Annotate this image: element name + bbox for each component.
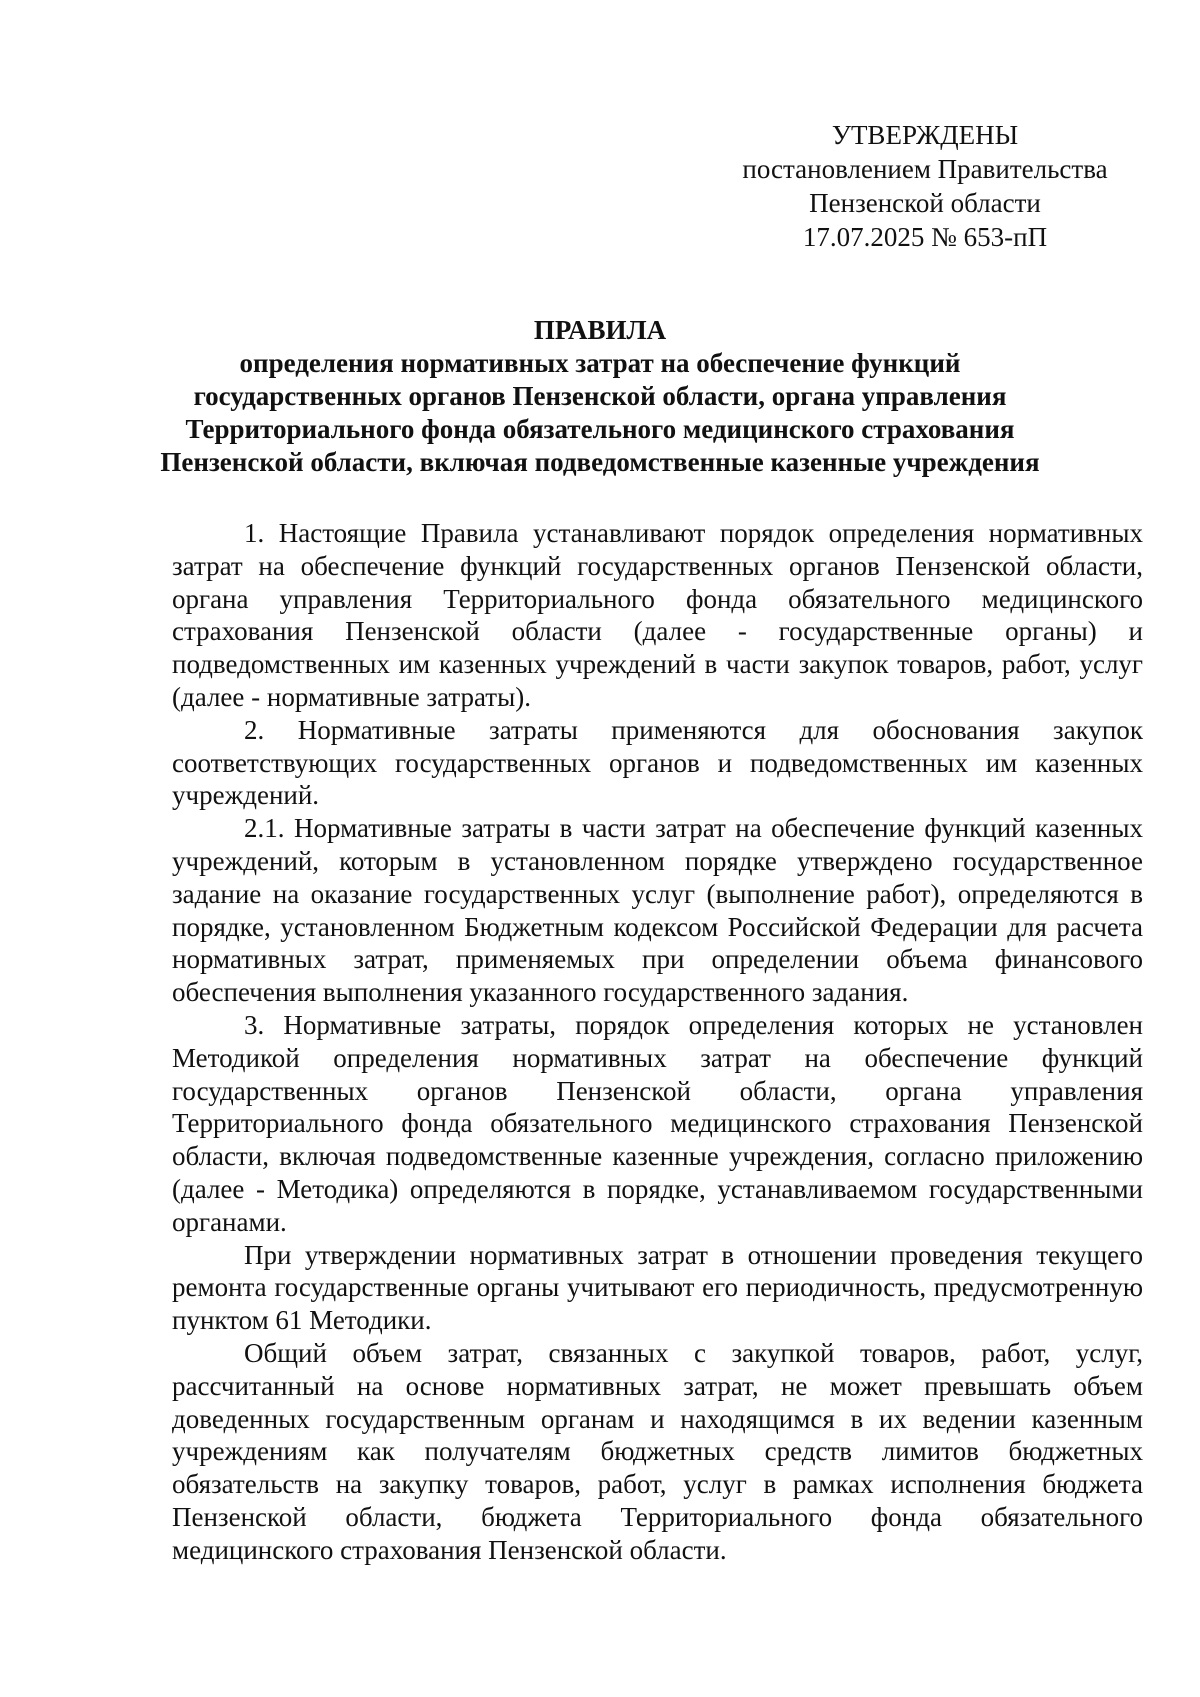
document-title: [150, 314, 1050, 479]
paragraph-3-repair: При утверждении нормативных затрат в отношении проведения текущего ремонта государственные органы учитывают его периодичность, предусмотренную пунктом 61 Методики.: [172, 1239, 1143, 1336]
paragraph-2-1: 2.1. Нормативные затраты в части затрат на обеспечение функций казенных учреждений, которым в установленном порядке утверждено государственное задание на оказание государственных услуг (выполнение работ), определяются в порядке, установленном Бюджетным кодексом Российской Федерации для расчета нормативных затрат, применяемых при определении объема финансового обеспечения выполнения указанного государственного задания.: [172, 813, 1143, 1008]
paragraph-3: 3. Нормативные затраты, порядок определения которых не установлен Методикой определения нормативных затрат на обеспечение функций государственных органов Пензенской области, органа управления Территориального фонда обязательного медицинского страхования Пензенской области, включая подведомственные казенные учреждения, согласно приложению (далее - Методика) определяются в порядке, устанавливаемом государственными органами.: [172, 1009, 1143, 1237]
paragraph-2: 2. Нормативные затраты применяются для обоснования закупок соответствующих государственных органов и подведомственных им казенных учреждений.: [172, 714, 1143, 811]
approval-authority: постановлением Правительства: [742, 154, 1108, 184]
approval-date-number: 17.07.2025 № 653-пП: [802, 222, 1048, 252]
approval-region: Пензенской области: [809, 188, 1041, 218]
title-line: определения нормативных затрат на обеспечение функций: [239, 348, 961, 378]
title-line: государственных органов Пензенской области, органа управления: [193, 381, 1007, 411]
title-line: Территориального фонда обязательного медицинского страхования: [185, 414, 1015, 444]
approval-status: УТВЕРЖДЕНЫ: [831, 120, 1019, 150]
approval-stamp: [740, 118, 1110, 254]
title-line: Пензенской области, включая подведомственные казенные учреждения: [160, 447, 1040, 477]
paragraph-3-total-volume: Общий объем затрат, связанных с закупкой товаров, работ, услуг, рассчитанный на основе нормативных затрат, не может превышать объем доведенных государственным органам и находящимся в их ведении казенным учреждениям как получателям бюджетных средств лимитов бюджетных обязательств на закупку товаров, работ, услуг в рамках исполнения бюджета Пензенской области, бюджета Территориального фонда обязательного медицинского страхования Пензенской области.: [172, 1337, 1143, 1565]
title-heading: ПРАВИЛА: [533, 315, 667, 345]
document-body: [172, 517, 1143, 1567]
paragraph-1: 1. Настоящие Правила устанавливают порядок определения нормативных затрат на обеспечение функций государственных органов Пензенской области, органа управления Территориального фонда обязательного медицинского страхования Пензенской области (далее - государственные органы) и подведомственных им казенных учреждений в части закупок товаров, работ, услуг (далее - нормативные затраты).: [172, 518, 1143, 712]
